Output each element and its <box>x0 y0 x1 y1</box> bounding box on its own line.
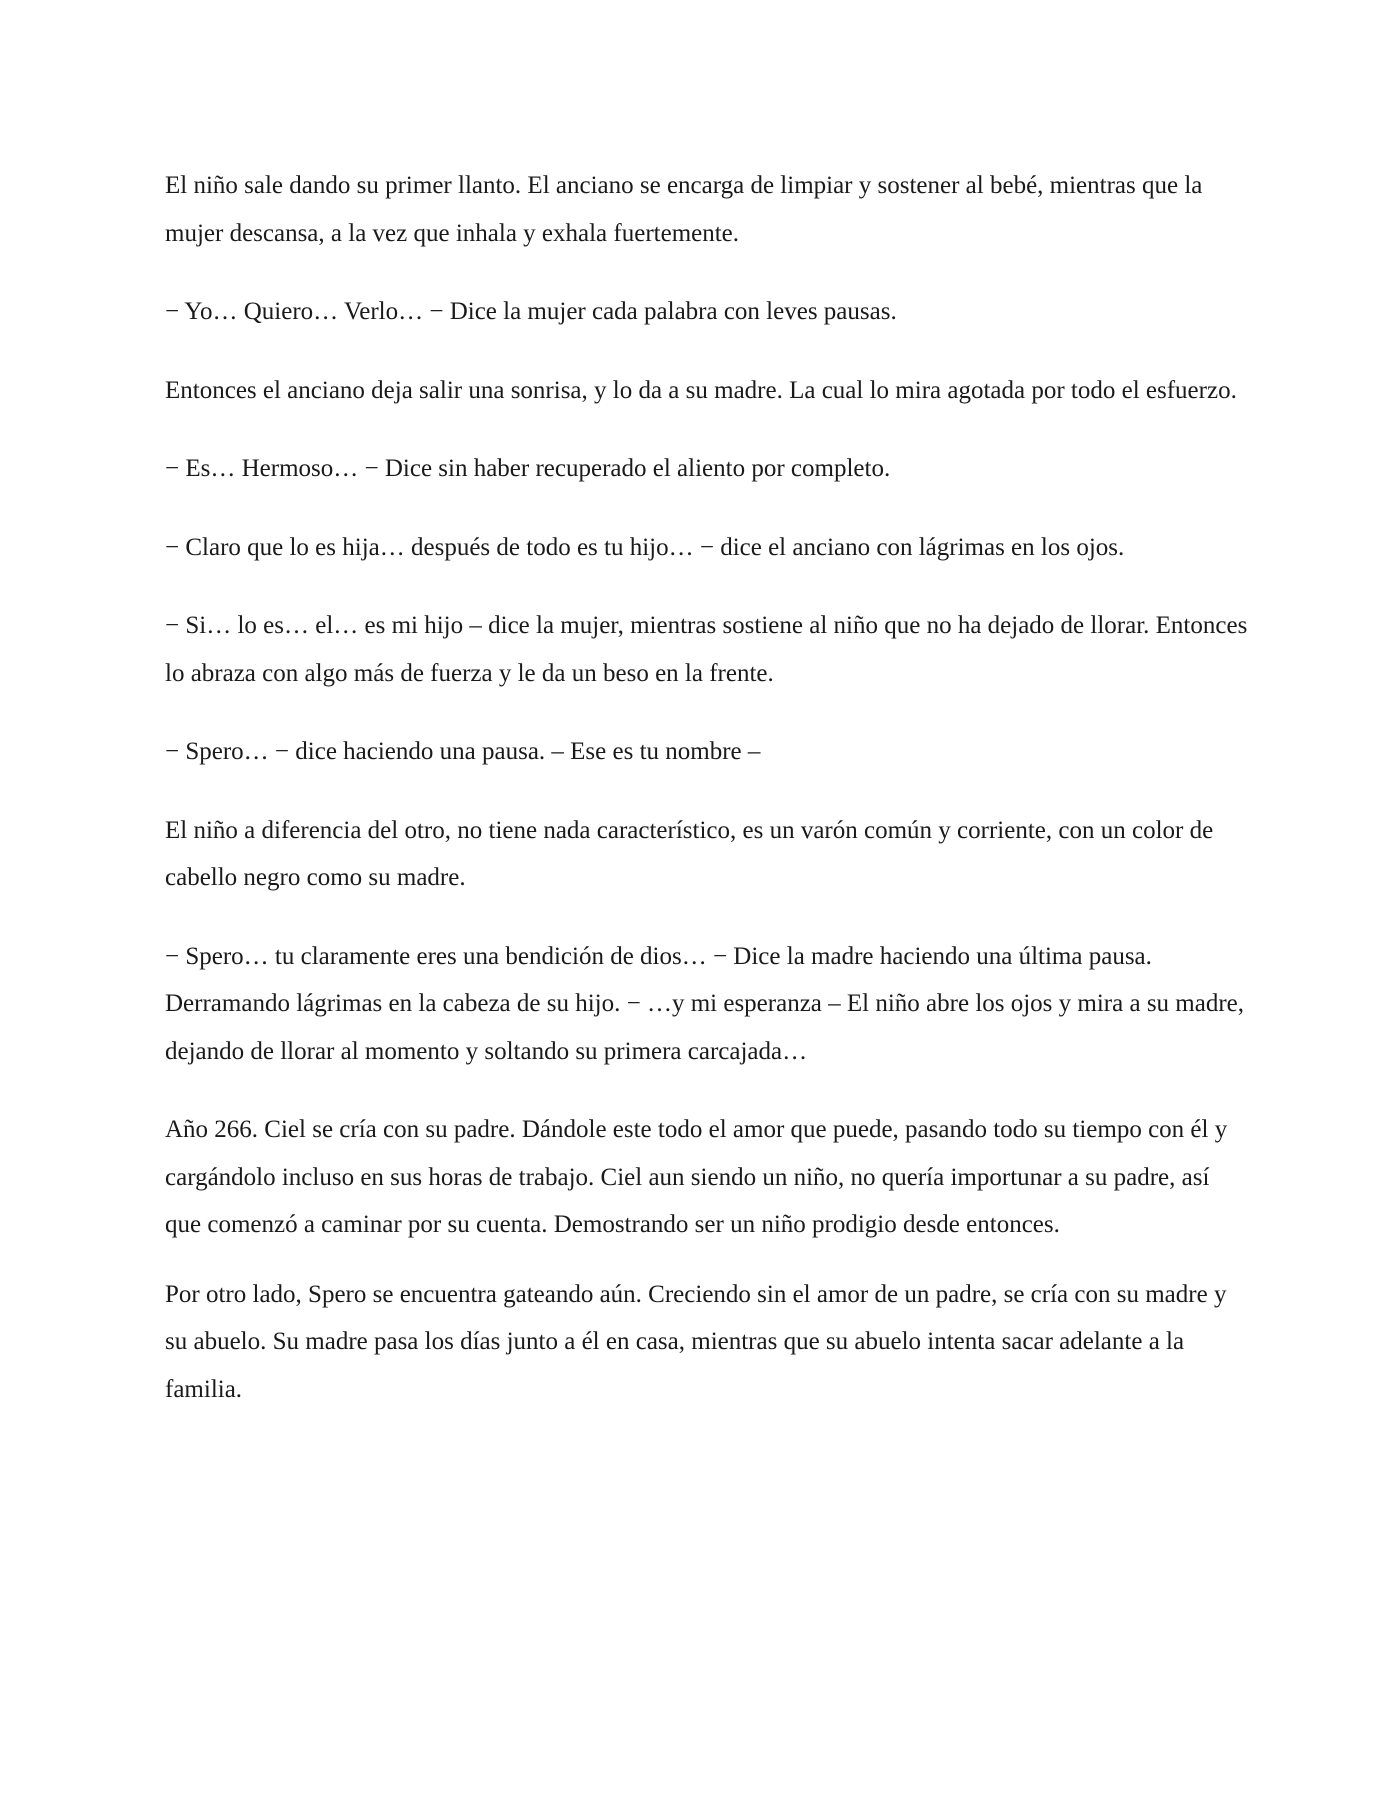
paragraph-3: Entonces el anciano deja salir una sonrisa, y lo da a su madre. La cual lo mira agotada por todo el esfuerzo. <box>165 376 1237 404</box>
paragraph-11: Por otro lado, Spero se encuentra gateando aún. Creciendo sin el amor de un padre, se cría con su madre y su abuelo. Su madre pasa los días junto a él en casa, mientras que su abuelo intenta sacar adelante a la familia. <box>165 1280 1227 1403</box>
paragraph-7: − Spero… − dice haciendo una pausa. – Ese es tu nombre – <box>165 738 761 765</box>
paragraph-1: El niño sale dando su primer llanto. El anciano se encarga de limpiar y sostener al bebé, mientras que la mujer descansa, a la vez que inhala y exhala fuertemente. <box>165 172 1203 247</box>
paragraph-5: − Claro que lo es hija… después de todo es tu hijo… − dice el anciano con lágrimas en los ojos. <box>165 533 1125 561</box>
paragraph-8: El niño a diferencia del otro, no tiene nada característico, es un varón común y corriente, con un color de cabello negro como su madre. <box>165 816 1214 891</box>
paragraph-9: − Spero… tu claramente eres una bendición de dios… − Dice la madre haciendo una última pausa. Derramando lágrimas en la cabeza de su hijo. − …y mi esperanza – El niño abre los ojos y mira a su madre, dejando de llorar al momento y soltando su primera carcajada… <box>165 942 1245 1065</box>
paragraph-4: − Es… Hermoso… − Dice sin haber recuperado el aliento por completo. <box>165 455 891 482</box>
paragraph-2: − Yo… Quiero… Verlo… − Dice la mujer cada palabra con leves pausas. <box>165 298 897 325</box>
paragraph-10: Año 266. Ciel se cría con su padre. Dándole este todo el amor que puede, pasando todo su tiempo con él y cargándolo incluso en sus horas de trabajo. Ciel aun siendo un niño, no quería importunar a su padre, así que comenzó a caminar por su cuenta. Demostrando ser un niño prodigio desde entonces. <box>165 1116 1228 1238</box>
paragraph-6: − Si… lo es… el… es mi hijo – dice la mujer, mientras sostiene al niño que no ha dejado de llorar. Entonces lo abraza con algo más de fuerza y le da un beso en la frente. <box>165 612 1248 687</box>
document-body <box>165 162 1250 1444</box>
